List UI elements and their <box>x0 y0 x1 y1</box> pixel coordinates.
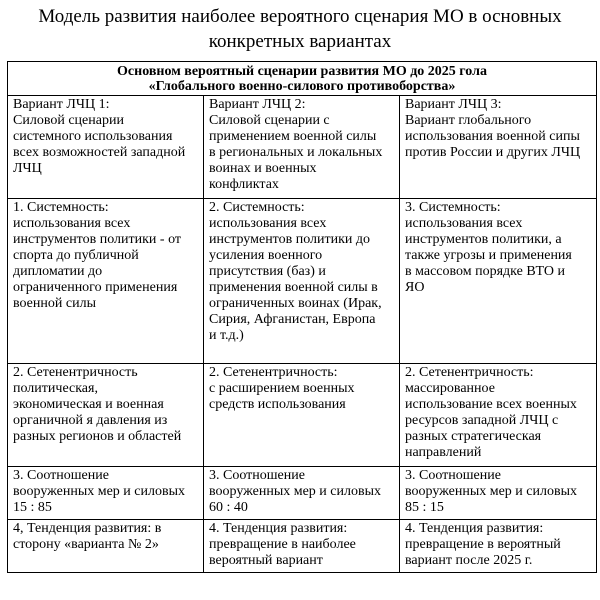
cell-line: органичной я давления из <box>13 413 168 428</box>
cell-line: превращение в наиболее <box>209 537 356 552</box>
cell-line: разных стратегическая <box>405 429 542 444</box>
cell-line: 4. Тенденция развития: <box>209 521 348 536</box>
cell-line: воинах и военных <box>209 161 317 176</box>
cell-line: ограниченных воинах (Ирак, <box>209 296 382 311</box>
cell-line: системного использования <box>13 129 173 144</box>
cell-line: использования военной сипы <box>405 129 580 144</box>
cell-line: всех возможностей западной <box>13 145 186 160</box>
cell-line: 2. Сетенентричность <box>13 365 138 380</box>
header-line-2: «Глобального военно-силового противоборства» <box>148 79 456 94</box>
cell-line: 2. Сетенентричность: <box>209 365 338 380</box>
cell-line: 4. Тенденция развития: <box>405 521 544 536</box>
cell-line: политическая, <box>13 381 98 396</box>
cell-line: вооруженных мер и силовых <box>13 484 186 499</box>
cell-line: также угрозы и применения <box>405 248 572 263</box>
cell-line: ограниченного применения <box>13 280 178 295</box>
cell-line: Силовой сценарии <box>13 113 124 128</box>
title-line-1: Модель развития наиболее вероятного сценария МО в основных <box>38 6 562 27</box>
cell-line: военной силы <box>13 296 96 311</box>
cell-line: с расширением военных <box>209 381 355 396</box>
table-cell <box>400 467 597 520</box>
cell-line: вариант после 2025 г. <box>405 553 533 568</box>
cell-line: 2. Сетенентричность: <box>405 365 534 380</box>
table-cell <box>8 520 204 573</box>
table-body <box>8 96 597 573</box>
cell-line: 3. Соотношение <box>405 468 501 483</box>
cell-line: ЛЧЦ <box>13 161 42 176</box>
cell-line: и т.д.) <box>209 328 244 343</box>
cell-line: использования всех <box>405 216 523 231</box>
table-cell <box>204 520 400 573</box>
cell-line: 3. Соотношение <box>209 468 305 483</box>
cell-line: 15 : 85 <box>13 500 52 515</box>
cell-line: Вариант ЛЧЦ 1: <box>13 97 110 112</box>
cell-line: массированное <box>405 381 495 396</box>
cell-line: 85 : 15 <box>405 500 444 515</box>
table-cell <box>8 199 204 364</box>
table-cell <box>8 96 204 199</box>
table-cell <box>400 96 597 199</box>
table-cell <box>204 96 400 199</box>
table-cell <box>8 467 204 520</box>
cell-line: сторону «варианта № 2» <box>13 537 159 552</box>
cell-line: инструментов политики до <box>209 232 371 247</box>
cell-line: конфликтах <box>209 177 279 192</box>
cell-line: дипломатии до <box>13 264 103 279</box>
title-line-2: конкретных вариантах <box>208 31 392 52</box>
page-title <box>0 0 600 54</box>
table-cell <box>204 199 400 364</box>
scenario-table <box>7 61 597 573</box>
cell-line: присутствия (баз) и <box>209 264 326 279</box>
table-header-cell <box>8 62 597 96</box>
table-header-row <box>8 62 597 96</box>
cell-line: Вариант ЛЧЦ 2: <box>209 97 306 112</box>
cell-line: ЯО <box>405 280 425 295</box>
cell-line: 3. Системность: <box>405 200 501 215</box>
cell-line: разных регионов и областей <box>13 429 182 444</box>
cell-line: экономическая и военная <box>13 397 164 412</box>
table-cell <box>400 199 597 364</box>
cell-line: превращение в вероятный <box>405 537 561 552</box>
table-cell <box>204 467 400 520</box>
cell-line: использования всех <box>13 216 131 231</box>
cell-line: применения военной силы в <box>209 280 378 295</box>
cell-line: в региональных и локальных <box>209 145 383 160</box>
cell-line: 1. Системность: <box>13 200 109 215</box>
cell-line: Вариант глобального <box>405 113 532 128</box>
table-cell <box>204 364 400 467</box>
cell-line: ресурсов западной ЛЧЦ с <box>405 413 559 428</box>
cell-line: Силовой сценарии с <box>209 113 330 128</box>
cell-line: 2. Системность: <box>209 200 305 215</box>
cell-line: против России и других ЛЧЦ <box>405 145 581 160</box>
cell-line: 60 : 40 <box>209 500 248 515</box>
table-row <box>8 520 597 573</box>
cell-line: инструментов политики - от <box>13 232 182 247</box>
cell-line: вероятный вариант <box>209 553 323 568</box>
table-row <box>8 467 597 520</box>
cell-line: Сирия, Афганистан, Европа <box>209 312 376 327</box>
table-cell <box>400 520 597 573</box>
cell-line: 3. Соотношение <box>13 468 109 483</box>
cell-line: средств использования <box>209 397 346 412</box>
cell-line: усиления военного <box>209 248 323 263</box>
cell-line: 4, Тенденция развития: в <box>13 521 162 536</box>
cell-line: использования всех <box>209 216 327 231</box>
table-cell <box>400 364 597 467</box>
cell-line: инструментов политики, а <box>405 232 562 247</box>
table-row <box>8 96 597 199</box>
cell-line: применением военной силы <box>209 129 377 144</box>
cell-line: Вариант ЛЧЦ 3: <box>405 97 502 112</box>
cell-line: спорта до публичной <box>13 248 139 263</box>
cell-line: вооруженных мер и силовых <box>405 484 578 499</box>
cell-line: в массовом порядке ВТО и <box>405 264 565 279</box>
cell-line: направлений <box>405 445 482 460</box>
table-cell <box>8 364 204 467</box>
table-row <box>8 364 597 467</box>
header-line-1: Основном вероятный сценарии развития МО до 2025 гола <box>117 64 487 79</box>
cell-line: использование всех военных <box>405 397 577 412</box>
table-row <box>8 199 597 364</box>
cell-line: вооруженных мер и силовых <box>209 484 382 499</box>
